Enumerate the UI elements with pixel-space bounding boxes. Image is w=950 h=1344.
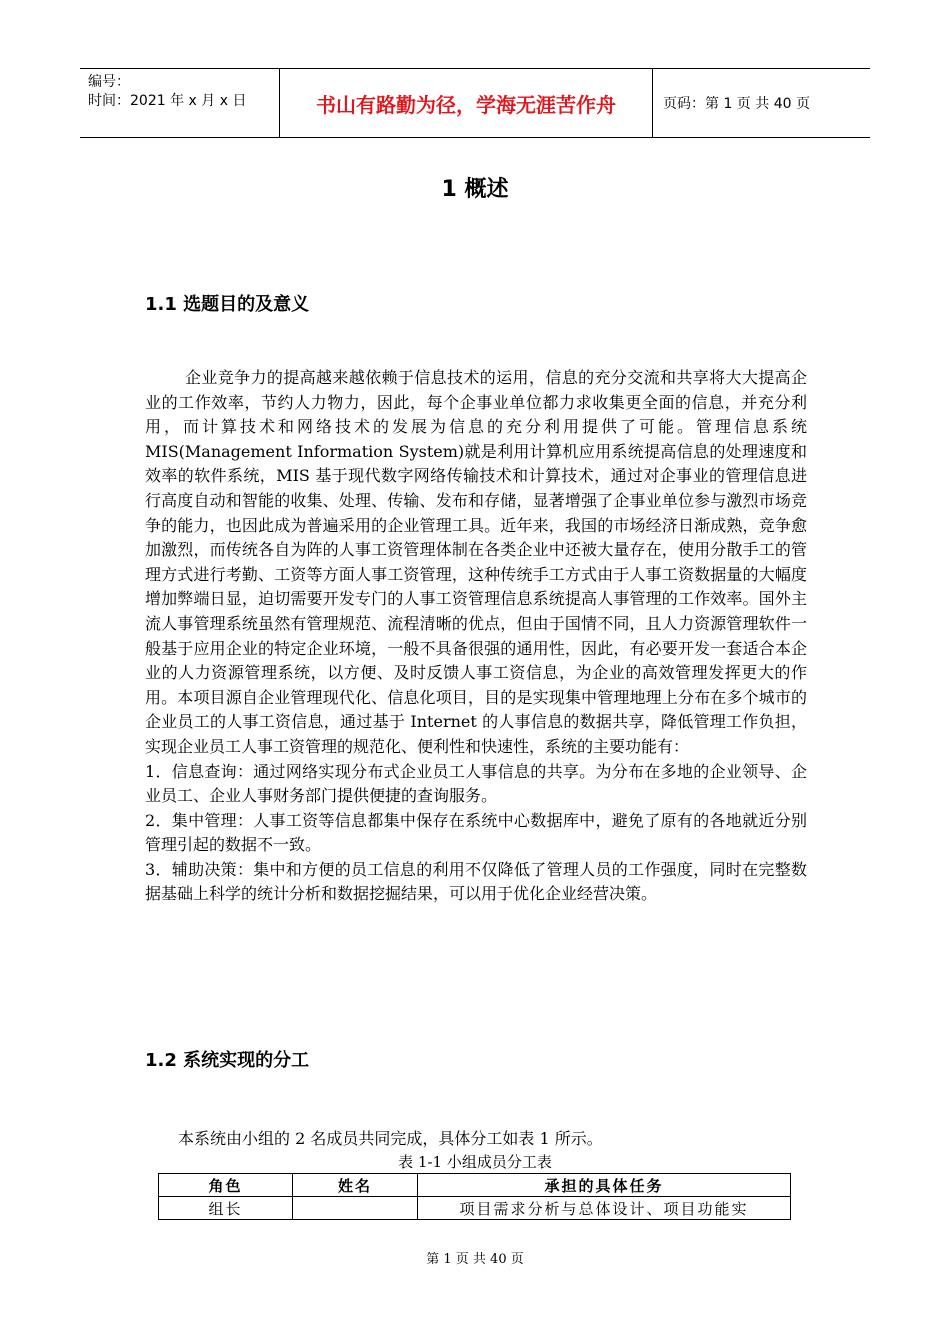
main-paragraph: 企业竞争力的提高越来越依赖于信息技术的运用，信息的充分交流和共享将大大提高企业的工作效率，节约人力物力，因此，每个企事业单位都力求收集更全面的信息，并充分利用，而计算技术和网络技术的发展为信息的充分利用提供了可能。管理信息系统 MIS(Management Information System)就是利用计算机应用系统提高信息的处理速度和效率的软件系统，MIS 基于现代数字网络传输技术和计算技术，通过对企事业的管理信息进行高度自动和智能的收集、处理、传输、发布和存储，显著增强了企事业单位参与激烈市场竞争的能力，也因此成为普遍采用的企业管理工具。近年来，我国的市场经济日渐成熟，竞争愈加激烈，而传统各自为阵的人事工资管理体制在各类企业中还被大量存在，使用分散手工的管理方式进行考勤、工资等方面人事工资管理，这种传统手工方式由于人事工资数据量的大幅度增加弊端日显，迫切需要开发专门的人事工资管理信息系统提高人事管理的工作效率。国外主流人事管理系统虽然有管理规范、流程清晰的优点，但由于国情不同，且人力资源管理软件一般基于应用企业的特定企业环境，一般不具备很强的通用性，因此，有必要开发一套适合本企业的人力资源管理系统，以方便、及时反馈人事工资信息，为企业的高效管理发挥更大的作用。本项目源自企业管理现代化、信息化项目，目的是实现集中管理地理上分布在多个城市的企业员工的人事工资信息，通过基于 Internet 的人事信息的数据共享，降低管理工作负担，实现企业员工人事工资管理的规范化、便利性和快速性，系统的主要功能有： xyxy=(145,368,807,756)
table-row xyxy=(159,1197,791,1220)
section-1-2-intro: 本系统由小组的 2 名成员共同完成，具体分工如表 1 所示。 xyxy=(178,1129,603,1148)
section-1-1-body xyxy=(145,366,807,907)
time-label: 时间：2021 年 x 月 x 日 xyxy=(88,93,247,109)
function-item-1: 1．信息查询：通过网络实现分布式企业员工人事信息的共享。为分布在多地的企业领导、企业员工、企业人事财务部门提供便捷的查询服务。 xyxy=(145,761,807,806)
table-header-name: 姓名 xyxy=(293,1174,418,1197)
function-item-3: 3．辅助决策：集中和方便的员工信息的利用不仅降低了管理人员的工作强度，同时在完整数据基础上科学的统计分析和数据挖掘结果，可以用于优化企业经营决策。 xyxy=(145,859,807,904)
page-footer: 第 1 页 共 40 页 xyxy=(426,1252,524,1267)
table-caption: 表 1-1 小组成员分工表 xyxy=(398,1153,552,1171)
division-table xyxy=(158,1173,791,1220)
header-meta xyxy=(80,69,280,137)
section-title-1-1: 1.1 选题目的及意义 xyxy=(145,294,310,315)
page-header xyxy=(80,68,870,138)
header-page-info: 页码：第 1 页 共 40 页 xyxy=(663,96,810,112)
table-cell-task: 项目需求分析与总体设计、项目功能实 xyxy=(418,1197,791,1220)
table-header-role: 角色 xyxy=(159,1174,293,1197)
table-cell-name xyxy=(293,1197,418,1220)
header-motto: 书山有路勤为径，学海无涯苦作舟 xyxy=(280,69,653,137)
chapter-title: 1 概述 xyxy=(441,177,509,202)
table-header-task: 承担的具体任务 xyxy=(418,1174,791,1197)
section-title-1-2: 1.2 系统实现的分工 xyxy=(145,1050,310,1071)
code-label: 编号： xyxy=(88,74,130,90)
table-cell-role: 组长 xyxy=(159,1197,293,1220)
table-header-row xyxy=(159,1174,791,1197)
function-item-2: 2．集中管理：人事工资等信息都集中保存在系统中心数据库中，避免了原有的各地就近分别管理引起的数据不一致。 xyxy=(145,810,807,855)
